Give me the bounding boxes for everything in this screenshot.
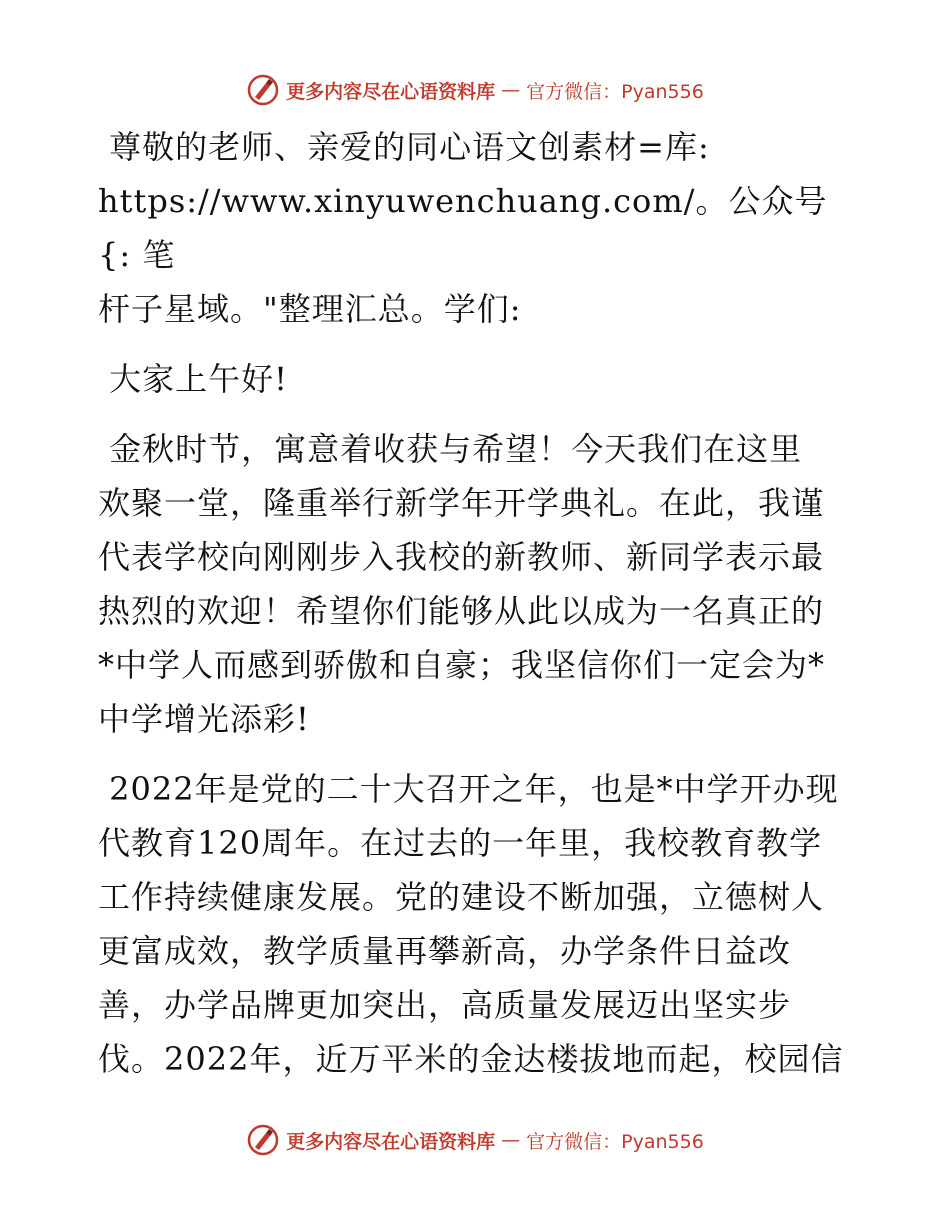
paragraph-welcome: 金秋时节，寓意着收获与希望！今天我们在这里 欢聚一堂，隆重举行新学年开学典礼。在此，我谨 代表学校向刚刚步入我校的新教师、新同学表示最 热烈的欢迎！希望你们能够从此以成为一名真正的 *中学人而感到骄傲和自豪；我坚信你们一定会为* 中学增光添彩! [98, 430, 826, 738]
document-body [98, 120, 858, 1086]
brand-logo-icon [246, 1123, 280, 1157]
paragraph-good-morning: 大家上午好! [98, 360, 289, 398]
header-watermark-banner [0, 70, 950, 110]
paragraph-review: 2022年是党的二十大召开之年，也是*中学开办现 代教育120周年。在过去的一年里，我校教育教学 工作持续健康发展。党的建设不断加强，立德树人 更富成效，教学质量再攀新高，办学条件日益改 善，办学品牌更加突出，高质量发展迈出坚实步 伐。2022年，近万平米的金达楼拔地而起，校园信 [98, 770, 844, 1078]
banner-wechat: 官方微信：Pyan556 [526, 80, 704, 103]
banner-text: 更多内容尽在心语资料库 [286, 80, 496, 103]
footer-watermark-banner [0, 1120, 950, 1160]
banner-separator: — [501, 1129, 521, 1151]
paragraph-greeting: 尊敬的老师、亲爱的同心语文创素材=库: https://www.xinyuwenchuang.com/。公众号{: 笔 杆子星域。"整理汇总。学们: [98, 128, 828, 328]
brand-logo-icon [246, 73, 280, 107]
banner-text: 更多内容尽在心语资料库 [286, 1130, 496, 1153]
banner-separator: — [501, 79, 521, 101]
banner-wechat: 官方微信：Pyan556 [526, 1130, 704, 1153]
